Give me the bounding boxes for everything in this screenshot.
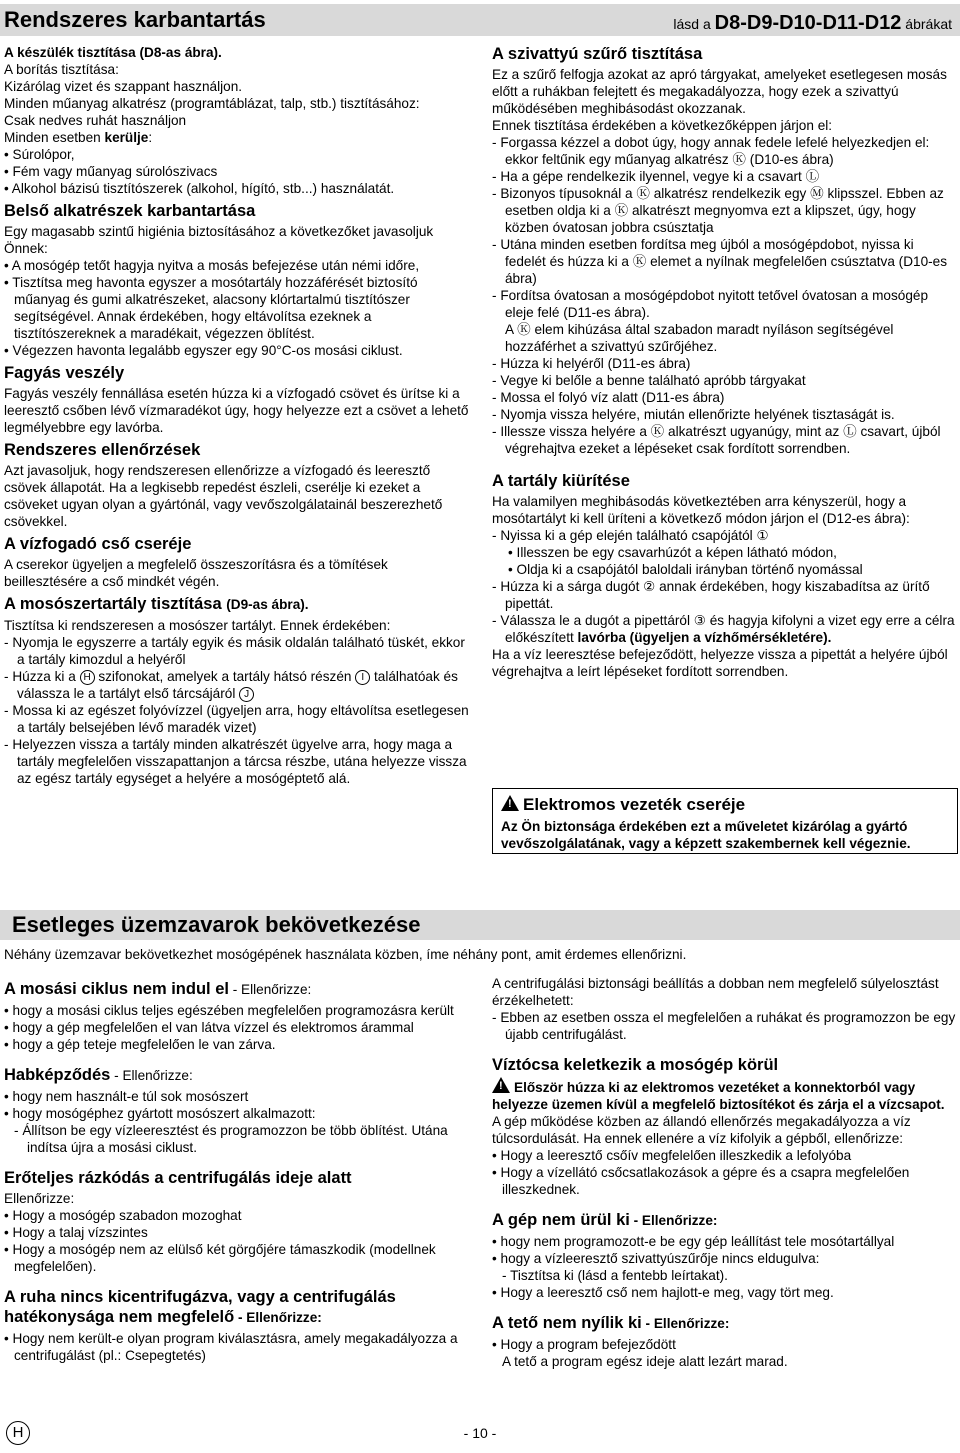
list-item: • Illesszen be egy csavarhúzót a képen látható módon, <box>492 544 958 561</box>
list-item: • Hogy a program befejeződött <box>492 1336 958 1353</box>
text: Csak nedves ruhát használjon <box>4 113 187 128</box>
casing-subtitle: A borítás tisztítása: <box>4 62 119 77</box>
list-item: • hogy nem programozott-e be egy gép leállítást tele mosótartállyal <box>492 1233 958 1250</box>
water-warning: !Először húzza ki az elektromos vezetéket a konnektorból vagy helyezze üzemen kívül a megfelelő biztosítékot és zárja el a vízcsapot. <box>492 1077 958 1113</box>
troubleshooting-intro: Néhány üzemzavar bekövetkezhet mosógépének használata közben, íme néhány pont, amit érdemes ellenőrizni. <box>4 947 687 962</box>
troubleshooting-title: Esetleges üzemzavarok bekövetkezése <box>12 912 421 937</box>
text: Fagyás veszély fennállása esetén húzza ki a vízfogadó csövet és ürítse ki a leeresztő csőben lévő vízmaradékot úgy, hogy helyezze ezt a csövet a lehető legmélyebbre egy lavórba. <box>4 386 469 435</box>
text: A cserekor ügyeljen a megfelelő összeszorításra és a tömítések beillesztésére a cső mindkét végén. <box>4 557 388 589</box>
text: Ez a szűrő felfogja azokat az apró tárgyakat, amelyeket esetlegesen mosás előtt a ruhákban felejtett és megakadályozza, hogy ezek a szivattyú működésében meghibásodást okozzanak. <box>492 67 947 116</box>
troubleshooting-band <box>0 910 960 940</box>
text: Ellenőrizze: <box>4 1191 75 1206</box>
list-item: - Fordítsa óvatosan a mosógépdobot nyitott tetővel óvatosan a mosógép eleje felé (D11-es ábra). <box>492 287 958 321</box>
list-item: - Helyezzen vissza a tartály minden alkatrészét ügyelve arra, hogy maga a tartály megfelelően visszapattanjon a tárcsa részbe, utána helyezze vissza az egész tartály egységet a helyére a mosógéptető alá. <box>4 736 470 787</box>
list-item: - Nyomja le egyszerre a tartály egyik és másik oldalán található tüskét, ekkor a tartály kimozdul a helyéről <box>4 634 470 668</box>
text: A tető a program egész ideje alatt lezárt marad. <box>502 1354 788 1369</box>
text: Ennek tisztítása érdekében a következőképpen járjon el: <box>492 118 833 133</box>
section-title: A tartály kiürítése <box>492 472 630 490</box>
list-item: - Illessze vissza helyére a Ⓚ alkatrészt ugyanúgy, mint az Ⓛ csavart, újból végrehajtva ezeket a lépéseket csak fordított sorrendben. <box>492 423 958 457</box>
section-title: A szivattyú szűrő tisztítása <box>492 45 703 63</box>
list-item: • Hogy a leeresztő cső nem hajlott-e meg, vagy tört meg. <box>492 1284 958 1301</box>
list-item: • Oldja ki a csapójától baloldali irányban történő nyomással <box>492 561 958 578</box>
section-title: A vízfogadó cső cseréje <box>4 535 192 553</box>
troubleshooting-right <box>492 975 958 1370</box>
list-item: • hogy mosógéphez gyártott mosószert alkalmazott: <box>4 1105 470 1122</box>
list-item: - Ha a gépe rendelkezik ilyennel, vegye ki a csavart Ⓛ <box>492 168 958 185</box>
trouble-title: A tető nem nyílik ki - Ellenőrizze: <box>492 1314 730 1332</box>
text: A Ⓚ elem kihúzása által szabadon maradt nyíláson segítségével hozzáférhet a szivattyú szűrőjéhez. <box>505 322 894 354</box>
section-title: Fagyás veszély <box>4 364 125 382</box>
text: Ha a víz leeresztése befejeződött, helyezze vissza a pipettát a helyére újból végrehajtva a leírt lépéseket fordított sorrendben. <box>492 647 948 679</box>
list-item: - Állítson be egy vízleeresztést és programozzon be több öblítést. Utána indítsa újra a mosási ciklust. <box>14 1122 470 1156</box>
text: Tisztítsa ki rendszeresen a mosószer tartályt. Ennek érdekében: <box>4 618 391 633</box>
trouble-title: A ruha nincs kicentrifugázva, vagy a centrifugálás hatékonysága nem megfelelő - Ellenőrizze: <box>4 1288 396 1326</box>
list-item: • hogy a gép teteje megfelelően le van zárva. <box>4 1036 470 1053</box>
page-title: Rendszeres karbantartás <box>4 7 266 32</box>
list-item: • hogy a mosási ciklus teljes egészében megfelelően programozásra került <box>4 1002 470 1019</box>
page-number: - 10 - <box>463 1425 497 1441</box>
section-title: Rendszeres ellenőrzések <box>4 441 201 459</box>
text: A gép működése közben az állandó ellenőrzés megakadályozza a víz túlcsordulását. Ha ennek ellenére a víz kifolyik a gépből, ellenőrizze: <box>492 1114 911 1146</box>
list-item: • hogy nem használt-e túl sok mosószert <box>4 1088 470 1105</box>
trouble-title: Víztócsa keletkezik a mosógép körül <box>492 1056 779 1074</box>
list-item: - Mossa el folyó víz alatt (D11-es ábra) <box>492 389 958 406</box>
list-item: - Ebben az esetben ossza el megfelelően a ruhákat és programozzon be egy újabb centrifugálást. <box>492 1009 958 1043</box>
electrical-warning-box <box>492 788 958 854</box>
list-item: • Hogy a mosógép nem az elülső két görgőjére támaszkodik (modellnek megfelelően). <box>4 1241 470 1275</box>
list-item: • hogy a gép megfelelően el van látva vízzel és elektromos árammal <box>4 1019 470 1036</box>
text: A centrifugálási biztonsági beállítás a dobban nem megfelelő súlyelosztást érzékelhetett: <box>492 976 939 1008</box>
list-item: - Válassza le a dugót a pipettáról ③ és hagyja kifolyni a vizet egy erre a célra előkészített lavórba (ügyeljen a vízhőmérsékletére). <box>492 612 958 646</box>
text: Minden műanyag alkatrész (programtáblázat, talp, stb.) tisztításához: <box>4 96 420 111</box>
trouble-title: Erőteljes rázkódás a centrifugálás ideje alatt <box>4 1169 352 1187</box>
list-item: - Húzza ki a H szifonokat, amelyek a tartály hátsó részén I találhatóak és válassza le a tartályt első tárcsájáról J <box>4 668 470 702</box>
list-item: • hogy a vízleeresztő szivattyúszűrője nincs eldugulva: <box>492 1250 958 1267</box>
warning-text: Az Ön biztonsága érdekében ezt a műveletet kizárólag a gyártó vevőszolgálatának, vagy a képzett szakembernek kell végeznie. <box>501 819 911 851</box>
left-column <box>4 44 470 787</box>
list-item: • Végezzen havonta legalább egyszer egy 90°C-os mosási ciklust. <box>4 342 470 359</box>
section-title: A mosószertartály tisztítása (D9-as ábra). <box>4 595 309 613</box>
section-title: Belső alkatrészek karbantartása <box>4 202 256 220</box>
list-item: • Hogy a leeresztő csőív megfelelően illeszkedik a lefolyóba <box>492 1147 958 1164</box>
troubleshooting-left <box>4 975 470 1364</box>
list-item: • Súrolópor, <box>4 146 470 163</box>
list-item: • Fém vagy műanyag súrolószivacs <box>4 163 470 180</box>
list-item: - Utána minden esetben fordítsa meg újból a mosógépdobot, nyissa ki fedelét és húzza ki a Ⓚ elemet a nyílnak megfelelően csúsztatva (D10-es ábra) <box>492 236 958 287</box>
list-item: - Húzza ki helyéről (D11-es ábra) <box>492 355 958 372</box>
list-item: • Tisztítsa meg havonta egyszer a mosótartály hozzáférését biztosító műanyag és gumi alkatrészeket, alacsony klórtartalmú tisztítószer segítségével. Annak érdekében, hogy eltávolítsa ezeknek a tisztítószereknek a maradékait, végezzen öblítést. <box>4 274 470 342</box>
list-item: • Alkohol bázisú tisztítószerek (alkohol, hígító, stb...) használatát. <box>4 180 470 197</box>
figure-reference: lásd a D8-D9-D10-D11-D12 ábrákat <box>673 12 952 34</box>
right-column <box>492 44 958 680</box>
list-item: - Bizonyos típusoknál a Ⓚ alkatrész rendelkezik egy Ⓜ klipsszel. Ebben az esetben oldja ki a Ⓚ alkatrészt megnyomva ezt a klipszet, úgy, hogy közben óvatosan jobbra csúsztatja <box>492 185 958 236</box>
warning-icon <box>492 1077 510 1093</box>
text: Egy magasabb szintű higiénia biztosításához a következőket javasoljuk Önnek: <box>4 224 434 256</box>
language-badge: H <box>6 1421 30 1445</box>
header-band <box>0 4 960 36</box>
avoid-line: Minden esetben kerülje: <box>4 130 153 145</box>
list-item: - Forgassa kézzel a dobot úgy, hogy annak fedele lefelé helyezkedjen el: ekkor feltűnik egy műanyag alkatrész Ⓚ (D10-es ábra) <box>492 134 958 168</box>
list-item: • Hogy a talaj vízszintes <box>4 1224 470 1241</box>
list-item: - Nyissa ki a gép elején található csapójától ① <box>492 527 958 544</box>
list-item: - Mossa ki az egészet folyóvízzel (ügyeljen arra, hogy eltávolítsa esetlegesen a tartály belsejében lévő maradék vizet) <box>4 702 470 736</box>
text: Azt javasoljuk, hogy rendszeresen ellenőrizze a vízfogadó és leeresztő csövek állapotát. Ha a legkisebb repedést észleli, cserélje ki ezeket a csöveket ugyan olyan a gyártónál, vagy vevőszolgálatainál beszerezhető csövekkel. <box>4 463 443 529</box>
list-item: - Nyomja vissza helyére, miután ellenőrizte helyének tisztaságát is. <box>492 406 958 423</box>
list-item: • A mosógép tetőt hagyja nyitva a mosás befejezése után némi időre, <box>4 257 470 274</box>
trouble-title: Habképződés - Ellenőrizze: <box>4 1066 193 1084</box>
list-item: - Húzza ki a sárga dugót ② annak érdekében, hogy kiszabadítsa az ürítő pipettát. <box>492 578 958 612</box>
trouble-title: A gép nem ürül ki - Ellenőrizze: <box>492 1211 718 1229</box>
warning-icon <box>501 795 519 811</box>
text: Ha valamilyen meghibásodás következtében arra kényszerül, hogy a mosótartályt ki kell üríteni a következő módon járjon el (D12-es ábra): <box>492 494 910 526</box>
list-item: • Hogy nem került-e olyan program kiválasztásra, amely megakadályozza a centrifugálást (pl.: Csepegtetés) <box>4 1330 470 1364</box>
list-item: - Tisztítsa ki (lásd a fentebb leírtakat). <box>502 1267 958 1284</box>
trouble-title: A mosási ciklus nem indul el - Ellenőrizze: <box>4 980 312 998</box>
list-item: - Vegye ki belőle a benne található apróbb tárgyakat <box>492 372 958 389</box>
warning-title: Elektromos vezeték cseréje <box>523 795 746 814</box>
list-item: • Hogy a vízellátó csőcsatlakozások a gépre és a csapra megfelelően illeszkednek. <box>492 1164 958 1198</box>
text: Kizárólag vizet és szappant használjon. <box>4 79 243 94</box>
cleaning-title: A készülék tisztítása (D8-as ábra). <box>4 45 222 60</box>
list-item: • Hogy a mosógép szabadon mozoghat <box>4 1207 470 1224</box>
